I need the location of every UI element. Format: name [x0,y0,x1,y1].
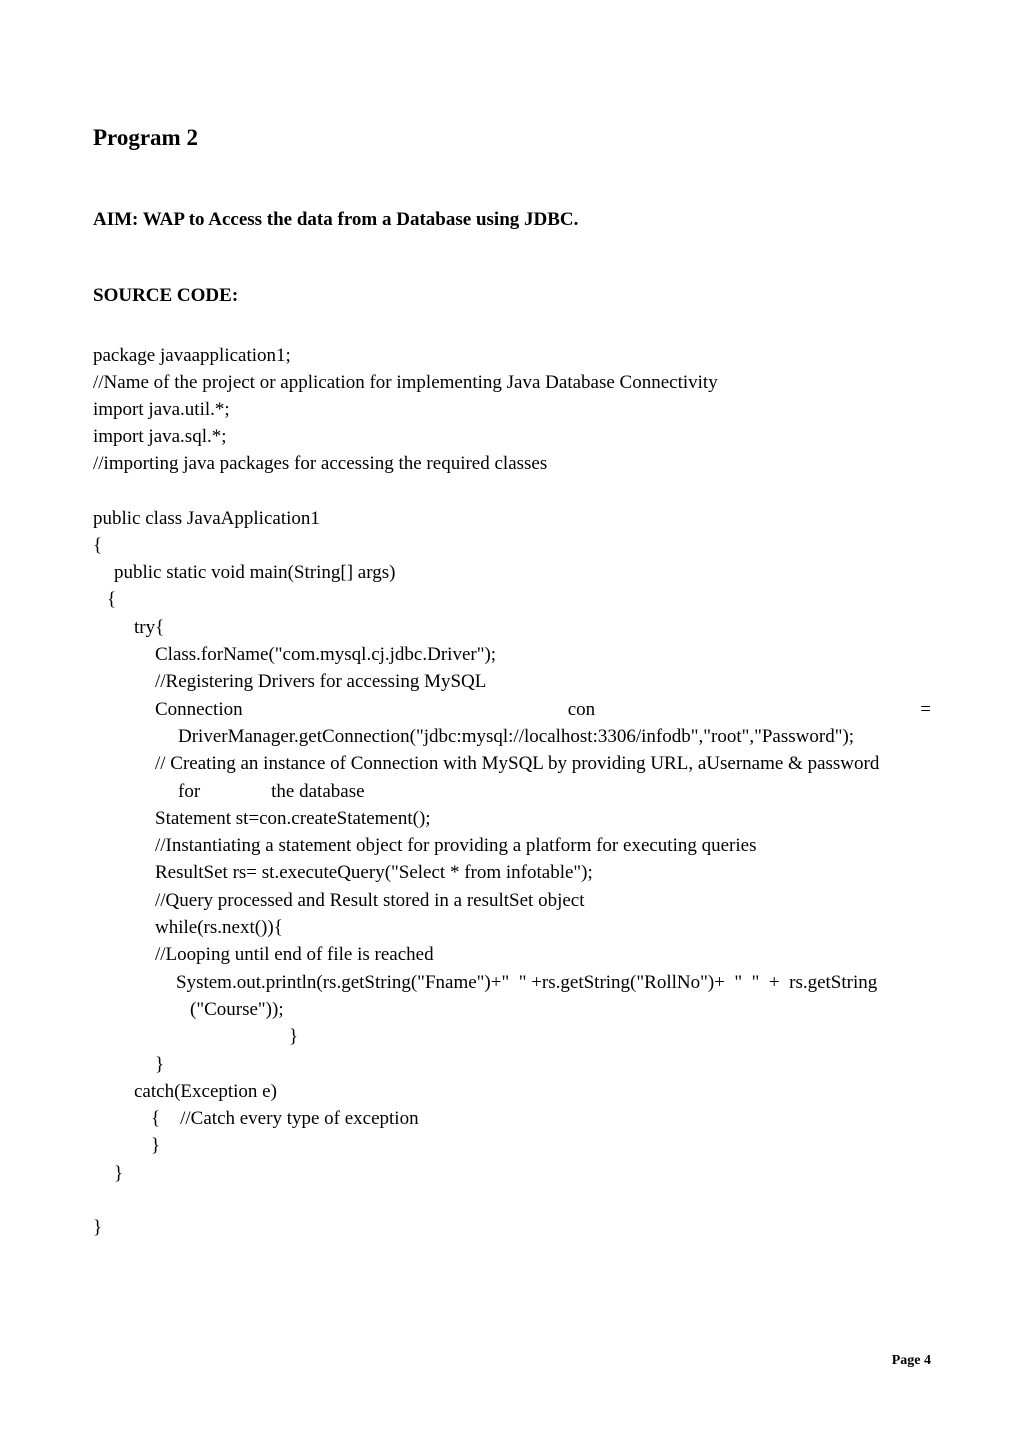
code-comment: //Name of the project or application for implementing Java Database Connectivity [93,372,718,393]
code-brace: { [93,535,103,556]
code-brace: { [151,1108,161,1129]
code-line: Statement st=con.createStatement(); [155,808,431,829]
page-title: Program 2 [93,125,198,150]
code-comment: //importing java packages for accessing the required classes [93,453,548,474]
code-line: public static void main(String[] args) [114,562,396,583]
aim-statement: AIM: WAP to Access the data from a Database using JDBC. [93,209,579,230]
code-brace: } [114,1163,124,1184]
code-line: import java.sql.*; [93,426,227,447]
code-token: for [178,781,201,802]
code-line: import java.util.*; [93,399,230,420]
code-brace: { [107,589,117,610]
code-line: while(rs.next()){ [155,917,283,938]
code-comment: //Instantiating a statement object for providing a platform for executing queries [155,835,757,856]
code-brace: } [93,1217,103,1238]
code-brace: } [155,1054,165,1075]
code-line: public class JavaApplication1 [93,508,320,529]
code-line: ("Course")); [190,999,284,1020]
code-brace: } [151,1135,161,1156]
code-line: package javaapplication1; [93,345,291,366]
code-line-justified [155,698,931,722]
code-comment: // Creating an instance of Connection with MySQL by providing URL, aUsername & password [155,753,880,774]
code-comment: //Looping until end of file is reached [155,944,434,965]
code-brace: } [289,1026,299,1047]
code-token: Connection [155,699,243,720]
code-line: Class.forName("com.mysql.cj.jdbc.Driver"); [155,644,497,665]
code-line: ResultSet rs= st.executeQuery("Select * from infotable"); [155,862,593,883]
code-token: = [920,699,931,720]
source-code-heading: SOURCE CODE: [93,285,239,306]
code-comment: //Catch every type of exception [180,1108,419,1129]
code-comment: //Query processed and Result stored in a resultSet object [155,890,585,911]
code-line: System.out.println(rs.getString("Fname")+" " +rs.getString("RollNo")+ " " + rs.getString [176,972,878,993]
code-line: DriverManager.getConnection("jdbc:mysql://localhost:3306/infodb","root","Password"); [178,726,855,747]
code-token: the database [271,781,365,802]
page-number: Page 4 [891,1353,931,1368]
code-comment [178,780,365,804]
code-line: catch(Exception e) [134,1081,277,1102]
code-line: try{ [134,617,165,638]
code-line [151,1107,419,1131]
code-comment: //Registering Drivers for accessing MySQL [155,671,487,692]
code-token: con [567,699,596,720]
